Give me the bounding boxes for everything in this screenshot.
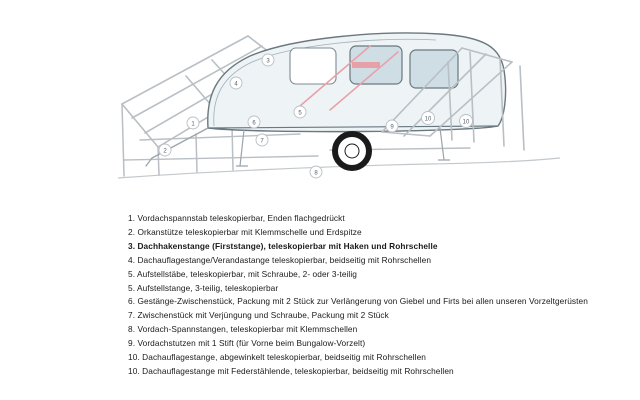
callout-label: 5 xyxy=(298,110,302,117)
legend-item: 10. Dachauflagestange mit Federstählende, teleskopierbar, beidseitig mit Rohrschellen xyxy=(128,365,454,376)
callout-badge xyxy=(294,106,306,118)
callout-badge xyxy=(187,117,199,129)
legend-item: 9. Vordachstutzen mit 1 Stift (für Vorne beim Bungalow-Vorzelt) xyxy=(128,338,366,349)
foot-rear xyxy=(438,128,450,160)
legend-item: 10. Dachauflagestange, abgewinkelt teleskopierbar, beidseitig mit Rohrschellen xyxy=(128,352,426,363)
pole-right-bottom xyxy=(382,132,430,136)
callout-label: 2 xyxy=(163,148,167,155)
callout-label: 8 xyxy=(314,170,318,177)
callout-badge xyxy=(460,115,473,128)
window-accent-bar xyxy=(352,62,380,68)
caravan-wheel xyxy=(335,134,369,168)
callout-label: 3 xyxy=(266,58,270,65)
caravan-windows xyxy=(290,46,458,88)
callout-label: 10 xyxy=(462,119,470,126)
callout-label: 9 xyxy=(390,124,394,131)
legend-list xyxy=(0,212,640,379)
legend-item: 2. Orkanstütze teleskopierbar mit Klemmschelle und Erdspitze xyxy=(128,226,362,237)
leg-1 xyxy=(122,104,124,176)
legend-item: 4. Dachauflagestange/Verandastange teleskopierbar, beidseitig mit Rohrschellen xyxy=(128,254,432,265)
legend-item-highlighted: 3. Dachhakenstange (Firststange), teleskopierbar mit Haken und Rohrschelle xyxy=(128,240,438,251)
callout-label: 4 xyxy=(234,81,238,88)
drawbar-group xyxy=(146,128,208,166)
tie-bar-mid xyxy=(140,134,300,140)
callout-badge xyxy=(386,120,398,132)
callout-label: 10 xyxy=(424,116,432,123)
callout-badge xyxy=(256,134,268,146)
callout-badge xyxy=(230,77,242,89)
window-front xyxy=(290,48,336,84)
callout-badge xyxy=(310,166,322,178)
callout-label: 1 xyxy=(191,121,195,128)
callout-label: 6 xyxy=(252,120,256,127)
legend-item: 1. Vordachspannstab teleskopierbar, Enden flachgedrückt xyxy=(128,213,345,223)
legend-item: 5. Aufstellstäbe, teleskopierbar, mit Schraube, 2- oder 3-teilig xyxy=(128,268,357,279)
leg-3 xyxy=(196,134,197,172)
window-rear xyxy=(410,50,458,88)
legend-item: 7. Zwischenstück mit Verjüngung und Schraube, Packung mit 2 Stück xyxy=(128,310,389,321)
legend-item: 5. Aufstellstange, 3-teilig, teleskopierbar xyxy=(128,282,279,293)
wheel-hub xyxy=(345,144,359,158)
legend-item: 8. Vordach-Spannstangen, teleskopierbar mit Klemmschellen xyxy=(128,324,358,335)
callout-badge xyxy=(422,112,435,125)
tie-bars xyxy=(124,134,470,160)
pole-right-vertical-2 xyxy=(520,66,524,150)
callout-badge xyxy=(262,54,274,66)
leg-4 xyxy=(232,125,233,170)
callout-label: 7 xyxy=(260,138,264,145)
legend-item: 6. Gestänge-Zwischenstück, Packung mit 2 Stück zur Verlängerung von Giebel und Firts bei allen unseren Vorzeltgerüsten xyxy=(128,296,588,307)
callout-badge xyxy=(248,116,260,128)
callout-badge xyxy=(159,144,171,156)
